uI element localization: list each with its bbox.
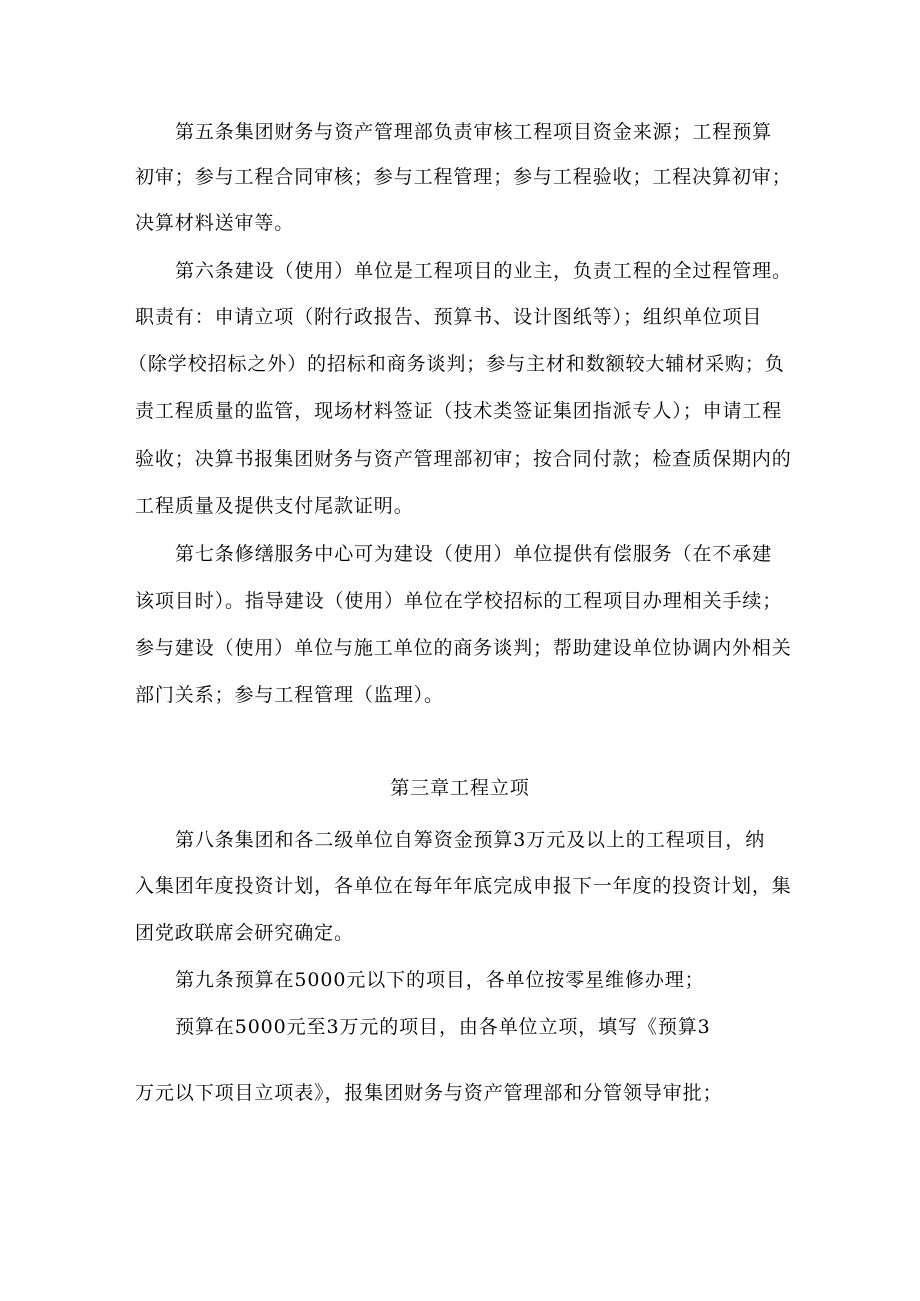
article-6-line-5: 验收；决算书报集团财务与资产管理部初审；按合同付款；检查质保期内的 <box>135 448 792 470</box>
article-6-line-1: 第六条建设（使用）单位是工程项目的业主，负责工程的全过程管理。 <box>175 260 792 282</box>
chapter-heading: 第三章工程立项 <box>390 777 530 799</box>
article-9-line-1: 第九条预算在5000元以下的项目，各单位按零星维修办理； <box>175 969 705 991</box>
article-7-line-3: 参与建设（使用）单位与施工单位的商务谈判；帮助建设单位协调内外相关 <box>135 637 792 659</box>
article-9-line-3: 万元以下项目立项表》，报集团财务与资产管理部和分管领导审批； <box>135 1082 723 1104</box>
article-5-line-3: 决算材料送审等。 <box>135 212 295 234</box>
article-5-line-1: 第五条集团财务与资产管理部负责审核工程项目资金来源；工程预算 <box>175 121 773 143</box>
article-8-line-2: 入集团年度投资计划，各单位在每年年底完成申报下一年度的投资计划，集 <box>135 875 792 897</box>
article-6-line-2: 职责有：申请立项（附行政报告、预算书、设计图纸等）；组织单位项目 <box>135 306 763 328</box>
article-7-line-4: 部门关系；参与工程管理（监理）。 <box>135 684 444 706</box>
article-6-line-4: 责工程质量的监管，现场材料签证（技术类签证集团指派专人）；申请工程 <box>135 400 783 422</box>
article-6-line-3: （除学校招标之外）的招标和商务谈判；参与主材和数额较大辅材采购；负 <box>128 353 785 375</box>
article-7-line-2: 该项目时）。指导建设（使用）单位在学校招标的工程项目办理相关手续； <box>135 590 783 612</box>
article-8-line-1: 第八条集团和各二级单位自筹资金预算3万元及以上的工程项目，纳 <box>175 829 766 851</box>
article-7-line-1: 第七条修缮服务中心可为建设（使用）单位提供有偿服务（在不承建 <box>175 543 773 565</box>
article-9-line-2: 预算在5000元至3万元的项目，由各单位立项，填写《预算3 <box>175 1016 711 1038</box>
article-6-line-6: 工程质量及提供支付尾款证明。 <box>135 495 414 517</box>
article-5-line-2: 初审；参与工程合同审核；参与工程管理；参与工程验收；工程决算初审； <box>135 166 792 188</box>
article-8-line-3: 团党政联席会研究确定。 <box>135 922 354 944</box>
